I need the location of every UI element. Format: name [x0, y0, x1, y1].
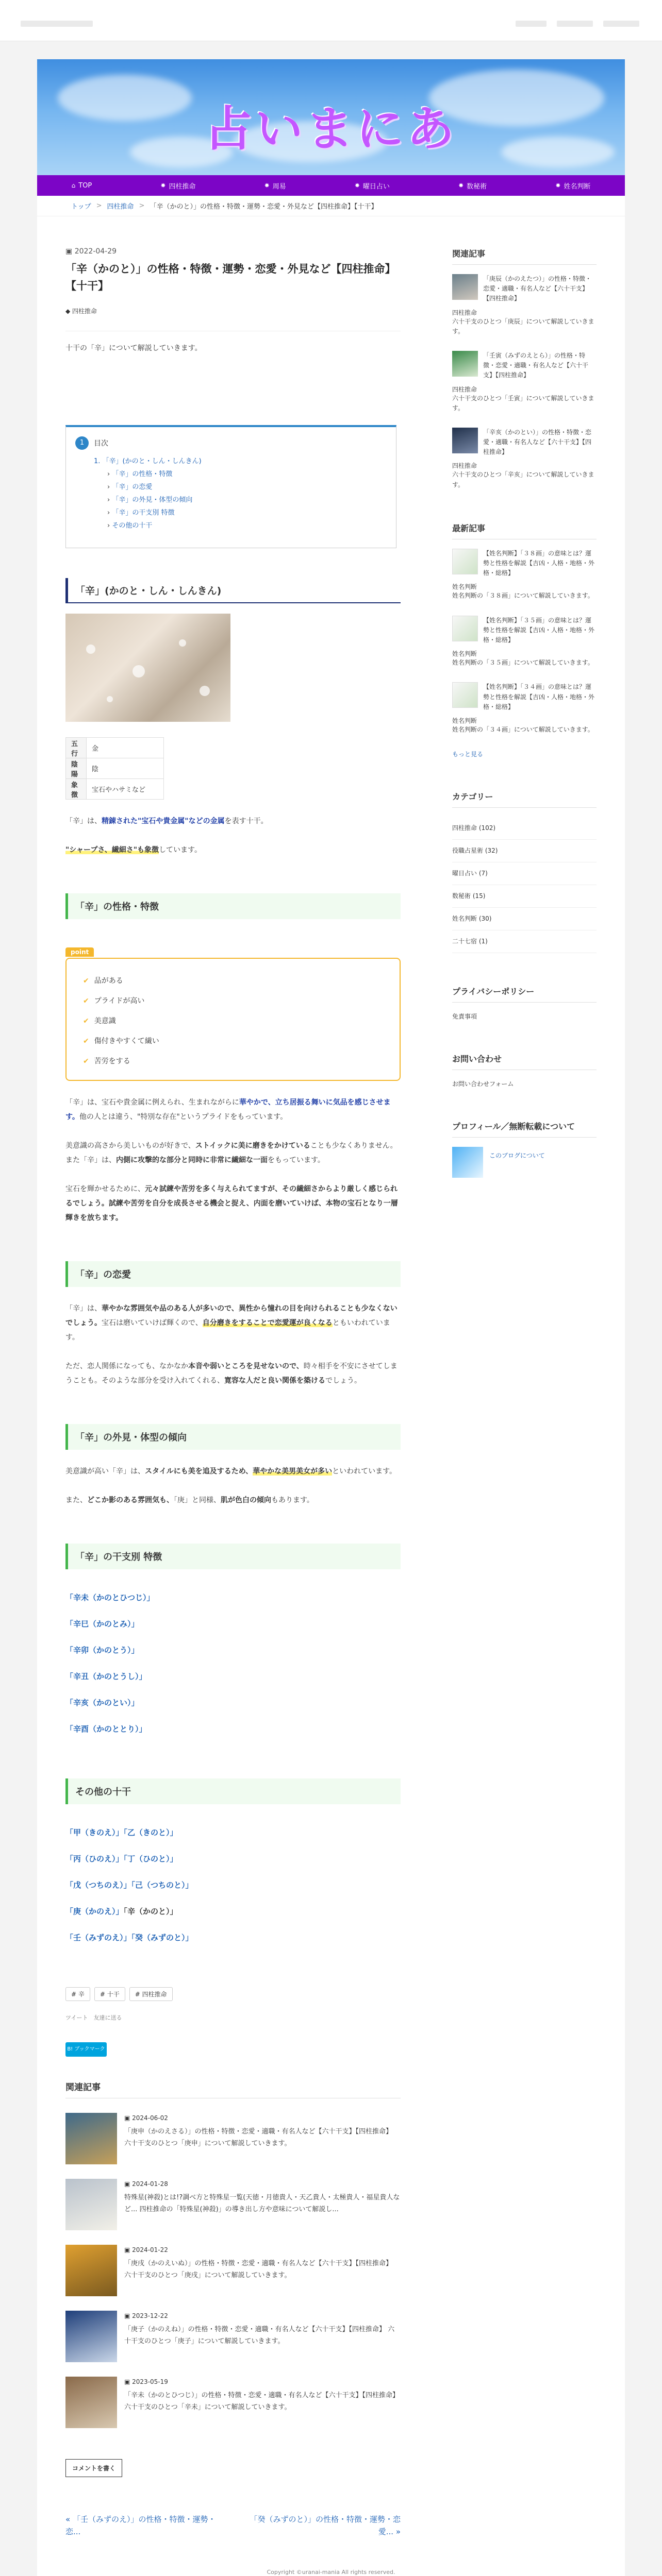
related-post[interactable]	[65, 2311, 401, 2362]
section-heading: 「辛」の性格・特徴	[65, 893, 401, 919]
breadcrumb-category[interactable]: 四柱推命	[107, 203, 134, 211]
nav-item[interactable]	[72, 182, 92, 190]
nav-item-label: 姓名判断	[564, 182, 591, 191]
breadcrumb-separator: >	[139, 202, 145, 210]
related-text[interactable]: 「庚子（かのえね）」の性格・特徴・恋愛・適職・有名人など【六十干支】【四柱推命】 六十干支のひとつ「庚子」について解説していきます。	[124, 2326, 395, 2345]
related-text[interactable]: 「庚申（かのえさる）」の性格・特徴・恋愛・適職・有名人など【六十干支】【四柱推命】 六十干支のひとつ「庚申」について解説していきます。	[124, 2128, 393, 2147]
calendar-icon: ▣	[124, 2312, 133, 2320]
toc-item[interactable]	[75, 468, 380, 481]
category-item[interactable]: 姓名判断 (30)	[452, 908, 597, 930]
list-item	[65, 1899, 401, 1925]
sidebar-thumbnail[interactable]	[452, 549, 478, 574]
sidebar-profile-title: プロフィール／無断転載について	[452, 1120, 597, 1138]
global-nav	[37, 175, 625, 196]
page-title: 「辛（かのと）」の性格・特徴・運勢・恋愛・外見など【四柱推命】【十干】	[65, 263, 396, 292]
sidebar-recent-item[interactable]	[452, 549, 597, 579]
list-item	[65, 1716, 401, 1742]
sidebar-thumbnail[interactable]	[452, 682, 478, 708]
sidebar-post-excerpt: 姓名判断の「３５画」について解説していきます。	[452, 659, 594, 667]
top-bar-placeholder	[603, 21, 639, 27]
sidebar-post-category[interactable]: 四柱推命	[452, 309, 477, 316]
contact-link[interactable]: お問い合わせフォーム	[452, 1080, 514, 1088]
paragraph: 美意識が高い「辛」は、スタイルにも美を追及するため、華やかな美男美女が多いといわれています。	[65, 1467, 397, 1476]
sidebar	[452, 247, 597, 2538]
chevron-right-icon: ›	[107, 522, 112, 530]
toc-item[interactable]	[75, 519, 380, 532]
site-logo[interactable]: 占いまにあ	[204, 101, 457, 157]
chevron-right-icon: ›	[107, 470, 112, 479]
nav-item[interactable]	[458, 181, 487, 191]
prev-post-link[interactable]: « 「壬（みずのえ）」の性格・特徴・運勢・恋...	[65, 2515, 216, 2537]
hatena-bookmark-button[interactable]: B! ブックマーク	[65, 2042, 107, 2057]
table-key: 陰陽	[66, 758, 87, 779]
sidebar-post-title[interactable]: 「辛亥（かのとい）」の性格・特徴・恋愛・適職・有名人など【六十干支】【四柱推命】	[483, 428, 592, 456]
sidebar-post-category[interactable]: 四柱推命	[452, 462, 477, 470]
check-icon: ✔	[83, 977, 89, 986]
top-bar-placeholder	[21, 21, 93, 27]
nav-item-label: 曜日占い	[362, 182, 390, 191]
check-icon: ✔	[83, 1017, 89, 1026]
sidebar-thumbnail[interactable]	[452, 274, 478, 300]
star-icon: ✸	[354, 182, 360, 189]
eto-link[interactable]: 「辛未（かのとひつじ）」	[65, 1593, 155, 1603]
nav-item-label: 数秘術	[467, 182, 487, 191]
home-icon: ⌂	[71, 182, 76, 189]
sidebar-post-excerpt: 姓名判断の「３４画」について解説していきます。	[452, 725, 594, 733]
privacy-link[interactable]: 免責事項	[452, 1013, 477, 1021]
related-thumbnail[interactable]	[65, 2377, 117, 2428]
table-key: 象徴	[66, 779, 87, 800]
footer-copyright: Copyright ©uranai-mania All rights reserved.	[37, 2558, 625, 2576]
jikkan-link[interactable]: 「	[131, 1933, 136, 1943]
jikkan-link[interactable]: 「戊（つちのえ）」	[65, 1880, 131, 1890]
sidebar-post-category[interactable]: 姓名判断	[452, 583, 477, 591]
paragraph: 宝石を輝かせるために、元々試練や苦労を多く与えられてますが、その繊細さからより厳しく感じられるでしょう。試練や苦労を自分を成長させる機会と捉え、内面を磨いていけば、本物の宝石となり一層輝きを放ちます。	[65, 1185, 398, 1223]
paragraph: ただ、恋人関係になっても、なかなか本音や弱いところを見せないので、時々相手を不安にさせてしまうことも。そのような部分を受け入れてくれる、寛容な人だと良い関係を築けるでしょう。	[65, 1362, 398, 1385]
sidebar-post-excerpt: 六十干支のひとつ「辛亥」について解説していきます。	[452, 471, 594, 488]
related-thumbnail[interactable]	[65, 2245, 117, 2296]
point-item: ✔ 苦労をする	[83, 1057, 130, 1066]
related-text[interactable]: 特殊星(神殺)とは!?調べ方と特殊星一覧(天徳・月徳貴人・天乙貴人・太極貴人・福星貴人など... 四柱推命の「特殊星(神殺)」の導き出し方や意味について解説し...	[124, 2194, 400, 2213]
table-value: 金	[87, 738, 164, 758]
top-bar-placeholder	[516, 21, 547, 27]
main-content	[65, 247, 401, 2538]
star-icon: ✸	[555, 182, 561, 189]
sidebar-recent-title: 最新記事	[452, 522, 597, 539]
calendar-icon: ▣	[65, 247, 75, 256]
related-post[interactable]	[65, 2179, 401, 2230]
prev-next-nav	[65, 2513, 401, 2538]
list-item	[65, 1690, 401, 1716]
jikkan-link[interactable]: 癸（みずのと）」	[135, 1933, 193, 1943]
chevron-right-icon: ›	[107, 483, 112, 492]
point-label: point	[65, 947, 94, 957]
list-item	[65, 1872, 401, 1899]
table-value: 陰	[87, 758, 164, 779]
sidebar-post-category[interactable]: 姓名判断	[452, 717, 477, 724]
related-thumbnail[interactable]	[65, 2179, 117, 2230]
table-row	[66, 758, 164, 779]
paragraph: 「辛」は、華やかな雰囲気や品のある人が多いので、異性から憧れの目を向けられることも少なくないでしょう。宝石は磨いていけば輝くので、自分磨きをすることで恋愛運が良くなるともいわれています。	[65, 1304, 398, 1342]
sidebar-post-category[interactable]: 四柱推命	[452, 385, 477, 393]
crystal-photo	[65, 614, 230, 722]
related-title: 関連記事	[65, 2080, 401, 2098]
jikkan-link[interactable]: 「庚（かのえ）」	[65, 1907, 124, 1917]
breadcrumb-home[interactable]: トップ	[71, 203, 91, 211]
point-box	[65, 948, 401, 1081]
category-item[interactable]: 四柱推命 (102)	[452, 817, 597, 840]
list-item	[65, 1820, 401, 1846]
sidebar-post-excerpt: 六十干支のひとつ「庚辰」について解説していきます。	[452, 317, 594, 335]
check-icon: ✔	[83, 1037, 89, 1046]
sidebar-post-title[interactable]: 「庚辰（かのえたつ）」の性格・特徴・恋愛・適職・有名人など【六十干支】【四柱推命】	[483, 275, 592, 302]
list-item	[65, 1925, 401, 1951]
check-icon: ✔	[83, 997, 89, 1006]
sidebar-thumbnail[interactable]	[452, 351, 478, 377]
post-category[interactable]: ◆ 四柱推命	[65, 308, 97, 315]
category-item[interactable]: 数秘術 (15)	[452, 885, 597, 908]
sidebar-post-title[interactable]: 「壬寅（みずのえとら）」の性格・特徴・恋愛・適職・有名人など【六十干支】【四柱推命】	[483, 351, 589, 379]
sidebar-contact-title: お問い合わせ	[452, 1053, 597, 1070]
top-bar	[0, 0, 662, 41]
profile-link[interactable]: このブログについて	[489, 1152, 545, 1160]
related-post[interactable]	[65, 2113, 401, 2164]
sidebar-post-excerpt: 姓名判断の「３８画」について解説していきます。	[452, 592, 594, 600]
calendar-icon: ▣	[124, 2180, 133, 2188]
point-item: ✔ 傷付きやすくて繊い	[83, 1037, 159, 1046]
jikkan-link[interactable]: 「	[123, 1828, 128, 1838]
chevron-right-icon: ›	[107, 496, 112, 504]
related-thumbnail[interactable]	[65, 2311, 117, 2362]
lead-text: 十干の「辛」について解説していきます。	[65, 331, 401, 353]
sidebar-thumbnail[interactable]	[452, 616, 478, 641]
sidebar-related-item[interactable]	[452, 274, 597, 304]
toc-item[interactable]	[75, 506, 380, 519]
nav-item[interactable]	[160, 181, 195, 191]
tag-link[interactable]: # 辛	[65, 1987, 90, 2001]
breadcrumb-separator: >	[96, 202, 102, 210]
post-date: ▣ 2022-04-29	[65, 247, 117, 256]
sidebar-related-item[interactable]	[452, 428, 597, 457]
jikkan-link[interactable]: 「	[131, 1880, 136, 1890]
section-heading: 「辛」の恋愛	[65, 1261, 401, 1287]
related-thumbnail[interactable]	[65, 2113, 117, 2164]
sidebar-post-category[interactable]: 姓名判断	[452, 650, 477, 658]
sidebar-category-title: カテゴリー	[452, 790, 597, 808]
jikkan-current: 「辛（かのと）」	[123, 1907, 178, 1917]
sidebar-post-title[interactable]: 【姓名判断】「３５画」の意味とは？運勢と性格を解説【吉凶・人格・地格・外格・総格】	[483, 616, 595, 643]
jikkan-link[interactable]: 「	[123, 1854, 128, 1864]
related-post[interactable]	[65, 2245, 401, 2296]
point-item: ✔ 品がある	[83, 977, 123, 986]
table-row	[66, 779, 164, 800]
toc-link[interactable]: 「辛」の干支別 特徴	[112, 509, 175, 517]
sidebar-post-title[interactable]: 【姓名判断】「３４画」の意味とは？運勢と性格を解説【吉凶・人格・地格・外格・総格】	[483, 683, 595, 710]
toc-link[interactable]: 1. 「辛」(かのと・しん・しんきん)	[94, 457, 202, 466]
sidebar-recent-item[interactable]	[452, 682, 597, 712]
toc-item[interactable]	[75, 494, 380, 506]
jikkan-link[interactable]: 「丙（ひのえ）」	[65, 1854, 124, 1864]
calendar-icon: ▣	[124, 2378, 133, 2386]
section-heading: その他の十干	[65, 1778, 401, 1804]
jikkan-link[interactable]: 丁（ひのと）」	[127, 1854, 178, 1864]
related-date: ▣ 2024-01-22	[124, 2246, 168, 2254]
list-item	[65, 1585, 401, 1611]
table-row	[66, 738, 164, 758]
eto-link[interactable]: 「辛亥（かのとい）」	[65, 1698, 139, 1708]
toc-link[interactable]: 「辛」の外見・体型の傾向	[112, 496, 193, 504]
related-post[interactable]	[65, 2377, 401, 2428]
sidebar-thumbnail[interactable]	[452, 428, 478, 453]
section-heading: 「辛」(かのと・しん・しんきん)	[65, 578, 401, 603]
list-item	[65, 1611, 401, 1637]
category-item[interactable]: 二十七宿 (1)	[452, 930, 597, 953]
table-of-contents	[65, 425, 396, 548]
sidebar-related-title: 関連記事	[452, 247, 597, 265]
paragraph: 「辛」は、精錬された"宝石や貴金属"などの金属を表す十干。	[65, 817, 268, 826]
nav-item-label: 四柱推命	[169, 182, 196, 191]
related-date: ▣ 2024-06-02	[124, 2114, 168, 2122]
nav-item[interactable]	[555, 181, 590, 191]
section-heading: 「辛」の干支別 特徴	[65, 1544, 401, 1569]
toc-link[interactable]: 「辛」の性格・特徴	[112, 470, 173, 479]
more-link[interactable]: もっと見る	[452, 751, 484, 758]
check-icon: ✔	[83, 1057, 89, 1066]
category-item[interactable]: 曜日占い (7)	[452, 862, 597, 885]
sidebar-post-excerpt: 六十干支のひとつ「壬寅」について解説していきます。	[452, 394, 594, 412]
related-date: ▣ 2024-01-28	[124, 2180, 168, 2188]
list-item	[65, 1664, 401, 1690]
star-icon: ✸	[264, 182, 270, 189]
related-date: ▣ 2023-05-19	[124, 2378, 168, 2386]
breadcrumb-current: 「辛（かのと）」の性格・特徴・運勢・恋愛・外見など【四柱推命】【十干】	[150, 203, 378, 211]
tag-icon: ◆	[65, 308, 73, 315]
star-icon: ✸	[160, 182, 166, 189]
share-links[interactable]: ツイート 友達に送る	[65, 2014, 122, 2022]
next-post-link[interactable]: 「癸（みずのと）」の性格・特徴・運勢・恋愛... »	[250, 2515, 401, 2537]
category-item[interactable]: 役職占星術 (32)	[452, 840, 597, 862]
point-item: ✔ プライドが高い	[83, 997, 145, 1006]
section-heading: 「辛」の外見・体型の傾向	[65, 1424, 401, 1450]
toc-item[interactable]	[75, 481, 380, 494]
chevron-right-icon: ›	[107, 509, 112, 517]
paragraph: "シャープさ、繊細さ"も象徴しています。	[65, 846, 202, 855]
toc-link[interactable]: 「辛」の恋愛	[112, 483, 153, 492]
sidebar-post-title[interactable]: 【姓名判断】「３８画」の意味とは？運勢と性格を解説【吉凶・人格・地格・外格・総格】	[483, 549, 595, 577]
jikkan-link[interactable]: 「甲（きのえ）」	[65, 1828, 124, 1838]
profile-image	[452, 1147, 483, 1178]
nav-item[interactable]	[355, 181, 390, 191]
related-date: ▣ 2023-12-22	[124, 2312, 168, 2320]
comment-button[interactable]: コメントを書く	[65, 2459, 122, 2477]
nav-item[interactable]	[264, 181, 286, 191]
sidebar-privacy-title: プライバシーポリシー	[452, 985, 597, 1003]
point-item: ✔ 美意識	[83, 1017, 116, 1026]
toc-link[interactable]: その他の十干	[112, 522, 153, 530]
paragraph: 美意識の高さから美しいものが好きで、ストイックに美に磨きをかけていることも少なくありません。また「辛」は、内側に攻撃的な部分と同時に非常に繊細な一面をもっています。	[65, 1142, 398, 1165]
tag-link[interactable]: # 四柱推命	[129, 1987, 173, 2001]
info-table	[65, 737, 164, 800]
related-text[interactable]: 「辛未（かのとひつじ）」の性格・特徴・恋愛・適職・有名人など【六十干支】【四柱推命】 六十干支のひとつ「辛未」について解説していきます。	[124, 2392, 400, 2411]
calendar-icon: ▣	[124, 2246, 133, 2254]
top-bar-placeholder	[557, 21, 593, 27]
nav-item-label: 周易	[272, 182, 286, 191]
site-header-banner[interactable]	[37, 59, 625, 175]
star-icon: ✸	[458, 182, 464, 189]
jikkan-link[interactable]: 「壬（みずのえ）」	[65, 1933, 131, 1943]
table-key: 五行	[66, 738, 87, 758]
sidebar-recent-item[interactable]	[452, 616, 597, 646]
jikkan-link[interactable]: 乙（きのと）」	[127, 1828, 178, 1838]
jikkan-link[interactable]: 己（つちのと）」	[135, 1880, 193, 1890]
nav-item-label: TOP	[78, 181, 92, 190]
tag-link[interactable]: # 十干	[94, 1987, 125, 2001]
eto-link[interactable]: 「辛酉（かのととり）」	[65, 1724, 147, 1734]
eto-link[interactable]: 「辛丑（かのとうし）」	[65, 1672, 147, 1682]
breadcrumb	[37, 196, 625, 216]
toc-title: 目次	[94, 439, 108, 448]
eto-link[interactable]: 「辛卯（かのとう）」	[65, 1646, 139, 1655]
table-value: 宝石やハサミなど	[87, 779, 164, 800]
eto-link[interactable]: 「辛巳（かのとみ）」	[65, 1619, 139, 1629]
list-item	[65, 1637, 401, 1664]
sidebar-related-item[interactable]	[452, 351, 597, 381]
related-text[interactable]: 「庚戌（かのえいぬ）」の性格・特徴・恋愛・適職・有名人など【六十干支】【四柱推命】 六十干支のひとつ「庚戌」について解説していきます。	[124, 2260, 393, 2279]
list-item	[65, 1846, 401, 1872]
calendar-icon: ▣	[124, 2114, 133, 2122]
toc-number-badge: 1	[75, 436, 89, 450]
paragraph: 「辛」は、宝石や貴金属に例えられ、生まれながらに華やかで、立ち居振る舞いに気品を感じさせます。他の人とは違う、"特別な存在"というプライドをもっています。	[65, 1098, 391, 1122]
toc-item[interactable]	[75, 455, 380, 468]
paragraph: また、どこか影のある雰囲気も、「庚」と同様、肌が色白の傾向もあります。	[65, 1496, 314, 1505]
